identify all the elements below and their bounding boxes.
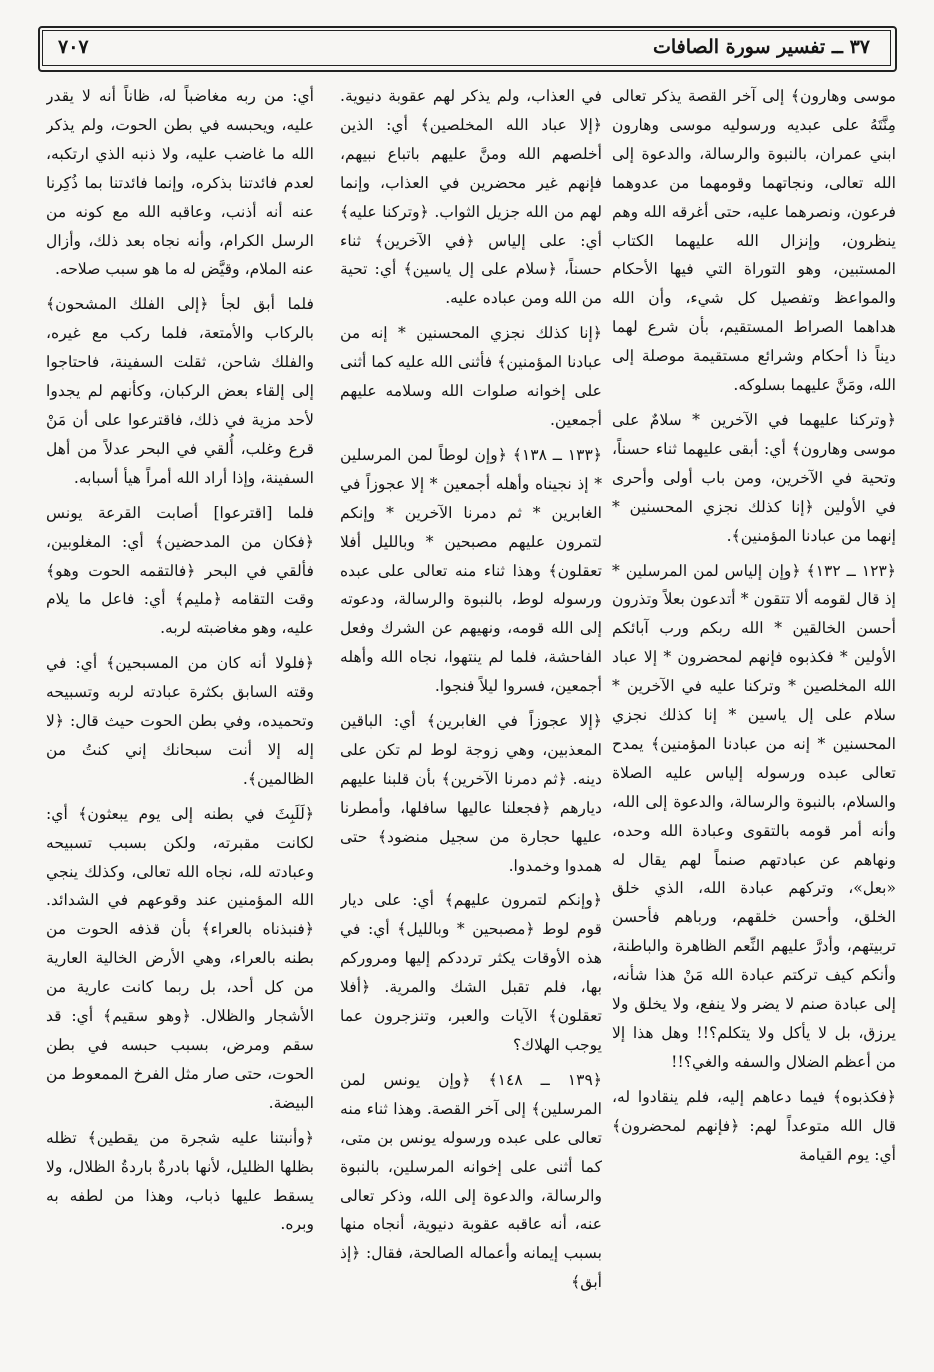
paragraph: ﴿وتركنا عليهما في الآخرين * سلامٌ على موسى وهارون﴾ أي: أبقى عليهما ثناء حسناً، وتحية في الآخرين، ومن باب أولى وأحرى في الأولين ﴿إنا كذلك نجزي المحسنين * إنهما من عبادنا المؤمنين﴾. [612,410,896,545]
text-column-left [46,82,314,1364]
paragraph: ﴿لَلَبِثَ في بطنه إلى يوم يبعثون﴾ أي: لكانت مقبرته، ولكن بسبب تسبيحه وعبادته لله، نجاه الله تعالى، وكذلك ينجي الله المؤمنين عند وقوعهم في الشدائد. ﴿فنبذناه بالعراء﴾ بأن قذفه الحوت من بطنه بالعراء، وهي الأرض الخالية العارية من كل أحد، بل ربما كانت عارية من الأشجار والظلال. ﴿وهو سقيم﴾ أي: قد سقم ومرض، بسبب حبسه في بطن الحوت، حتى صار مثل الفرخ الممعوط من البيضة. [46,804,314,1112]
paragraph: ﴿فكذبوه﴾ فيما دعاهم إليه، فلم ينقادوا له، قال الله متوعداً لهم: ﴿فإنهم لمحضرون﴾ أي: يوم القيامة [612,1087,896,1164]
paragraph: ﴿إنا كذلك نجزي المحسنين * إنه من عبادنا المؤمنين﴾ فأثنى الله عليه كما أثنى على إخوانه صلوات الله وسلامه عليهم أجمعين. [340,324,602,429]
paragraph: في العذاب، ولم يذكر لهم عقوبة دنيوية. ﴿إلا عباد الله المخلصين﴾ أي: الذين أخلصهم الله ومنَّ عليهم باتباع نبيهم، فإنهم غير محضرين في العذاب، وإنما لهم من الله جزيل الثواب. ﴿وتركنا عليه﴾ أي: على إلياس ﴿في الآخرين﴾ ثناء حسناً، ﴿سلام على إل ياسين﴾ أي: تحية من الله ومن عباده عليه. [340,87,602,308]
paragraph: ﴿وإنكم لتمرون عليهم﴾ أي: على ديار قوم لوط ﴿مصبحين * وبالليل﴾ أي: في هذه الأوقات يكثر ترددكم إليها ومروركم بها، فلم تقبل الشك والمرية. ﴿أفلا تعقلون﴾ الآيات والعبر، وتنزجرون عما يوجب الهلاك؟ [340,891,602,1054]
paragraph: فلما أبق لجأ ﴿إلى الفلك المشحون﴾ بالركاب والأمتعة، فلما ركب مع غيره، والفلك شاحن، ثقلت السفينة، فاحتاجوا إلى إلقاء بعض الركبان، وكأنهم لم يجدوا لأحد مزية في ذلك، فاقترعوا على أن مَنْ قرع وغلب، أُلقي في البحر عدلاً من أهل السفينة، وإذا أراد الله أمراً هيأ أسبابه. [46,295,314,487]
page-number: ٧٠٧ [58,36,89,58]
paragraph: موسى وهارون﴾ إلى آخر القصة يذكر تعالى مِنَّتَهُ على عبديه ورسوليه موسى وهارون ابني عمران، بالنبوة والرسالة، والدعوة إلى الله تعالى، ونجاتهما وقومهما من عدوهما فرعون، ونصرهما عليه، حتى أغرقه الله وهم ينظرون، وإنزال الله عليهما الكتاب المستبين، وهو التوراة التي فيها الأحكام والمواعظ وتفصيل كل شيء، وأن الله هداهما الصراط المستقيم، بأن شرع لهما ديناً ذا أحكام وشرائع مستقيمة موصلة إلى الله، ومَنَّ عليهما بسلوكه. [612,87,896,395]
paragraph: أي: من ربه مغاضباً له، ظاناً أنه لا يقدر عليه، ويحبسه في بطن الحوت، ولم يذكر الله ما غاضب عليه، ولا ذنبه الذي ارتكبه، لعدم فائدتنا بذكره، وإنما فائدتنا بما ذُكِرنا عنه أنه أذنب، وعاقبه الله مع كونه من الرسل الكرام، وأنه نجاه بعد ذلك، وأزال عنه الملام، وقيَّض له ما هو سبب صلاحه. [46,87,314,279]
paragraph: فلما [اقترعوا] أصابت القرعة يونس ﴿فكان من المدحضين﴾ أي: المغلوبين، فألقي في البحر ﴿فالتقمه الحوت وهو﴾ وقت التقامه ﴿مليم﴾ أي: فاعل ما يلام عليه، وهو مغاضبته لربه. [46,503,314,638]
paragraph: ﴿إلا عجوزاً في الغابرين﴾ أي: الباقين المعذبين، وهي زوجة لوط لم تكن على دينه. ﴿ثم دمرنا الآخرين﴾ بأن قلبنا عليهم ديارهم ﴿فجعلنا عاليها سافلها، وأمطرنا عليها حجارة من سجيل منضود﴾ حتى همدوا وخمدوا. [340,712,602,875]
paragraph: ﴿فلولا أنه كان من المسبحين﴾ أي: في وقته السابق بكثرة عبادته لربه وتسبيحه وتحميده، وفي بطن الحوت حيث قال: ﴿لا إله إلا أنت سبحانك إني كنتُ من الظالمين﴾. [46,654,314,788]
paragraph: ﴿١٣٩ ــ ١٤٨﴾ ﴿وإن يونس لمن المرسلين﴾ إلى آخر القصة. وهذا ثناء منه تعالى على عبده ورسوله يونس بن متى، كما أثنى على إخوانه المرسلين، بالنبوة والرسالة، والدعوة إلى الله، وذكر تعالى عنه، أنه عاقبه عقوبة دنيوية، أنجاه منها بسبب إيمانه وأعماله الصالحة، فقال: ﴿إذ أبق﴾ [340,1070,602,1292]
paragraph: ﴿١٣٣ ــ ١٣٨﴾ ﴿وإن لوطاً لمن المرسلين * إذ نجيناه وأهله أجمعين * إلا عجوزاً في الغابرين * ثم دمرنا الآخرين * وإنكم لتمرون عليهم مصبحين * وبالليل أفلا تعقلون﴾ وهذا ثناء منه تعالى على عبده ورسوله لوط، بالنبوة والرسالة، ودعوته إلى الله قومه، ونهيهم عن الشرك وفعل الفاحشة، فلما لم ينتهوا، نجاه الله وأهله أجمعين، فسروا ليلاً فنجوا. [340,445,602,696]
paragraph: ﴿وأنبتنا عليه شجرة من يقطين﴾ تظله بظلها الظليل، لأنها بادرةٌ باردةُ الظلال، ولا يسقط عليها ذباب، وهذا من لطفه به وبره. [46,1128,314,1234]
paragraph: ﴿١٢٣ ــ ١٣٢﴾ ﴿وإن إلياس لمن المرسلين * إذ قال لقومه ألا تتقون * أتدعون بعلاً وتذرون أحسن الخالقين * الله ربكم ورب آبائكم الأولين * فكذبوه فإنهم لمحضرون * إلا عباد الله المخلصين * وتركنا عليه في الآخرين * سلام على إل ياسين * إنا كذلك نجزي المحسنين * إنه من عبادنا المؤمنين﴾ يمدح تعالى عبده ورسوله إلياس عليه الصلاة والسلام، بالنبوة والرسالة، والدعوة إلى الله، وأنه أمر قومه بالتقوى وعبادة الله وحده، ونهاهم عن عبادتهم صنماً لهم يقال له «بعل»، وتركهم عبادة الله، الذي خلق الخلق، وأحسن خلقهم، ورباهم فأحسن تربيتهم، وأدرَّ عليهم النِّعم الظاهرة والباطنة، وأنكم كيف تركتم عبادة الله مَنْ هذا شأنه، إلى عبادة صنم لا يضر ولا ينفع، ولا يخلق ولا يرزق، بل لا يأكل ولا يتكلم؟!! وهل هذا إلا من أعظم الضلال والسفه والغي؟!! [612,561,896,1071]
text-column-right [612,82,896,1364]
text-column-middle [340,82,602,1364]
running-header-title: ٣٧ ــ تفسير سورة الصافات [652,36,870,58]
